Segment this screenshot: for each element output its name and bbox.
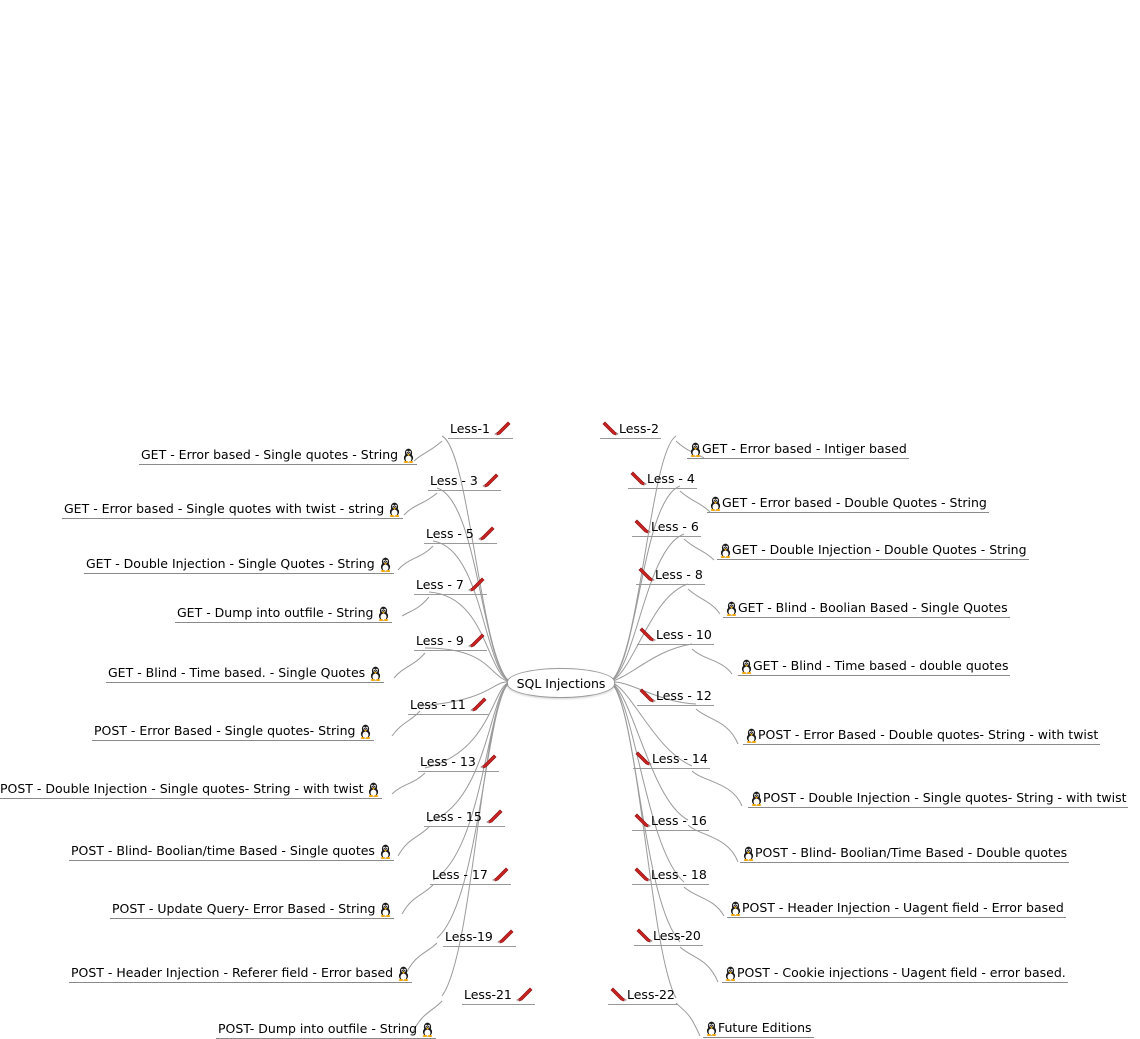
leaf-node-less-14[interactable] [748,789,1128,808]
tux-icon [377,605,390,621]
root-node[interactable] [507,668,615,698]
tux-icon [724,965,737,981]
leaf-label: Future Editions [718,1019,812,1035]
pen-icon [494,421,511,436]
branch-label: Less - 8 [655,566,703,582]
leaf-node-less-11[interactable] [92,722,374,741]
leaf-node-less-21[interactable] [216,1020,436,1039]
branch-label: Less-21 [464,986,512,1002]
tux-icon [369,665,382,681]
leaf-label: POST - Double Injection - Single quotes- String - with twist [763,789,1127,805]
leaf-node-less-22[interactable] [703,1019,814,1038]
leaf-label: GET - Error based - Intiger based [702,440,907,456]
branch-node-less-22[interactable] [608,986,677,1005]
branch-node-less-3[interactable] [428,472,501,491]
branch-node-less-9[interactable] [414,632,487,651]
branch-node-less-21[interactable] [462,986,535,1005]
leaf-node-less-3[interactable] [62,500,403,519]
leaf-node-less-9[interactable] [106,664,384,683]
branch-label: Less - 16 [651,812,707,828]
branch-label: Less - 5 [426,525,474,541]
leaf-node-less-5[interactable] [84,555,394,574]
tux-icon [750,790,763,806]
leaf-label: POST - Cookie injections - Uagent field - error based. [737,964,1066,980]
branch-label: Less-1 [450,420,490,436]
leaf-node-less-7[interactable] [175,604,392,623]
branch-node-less-13[interactable] [418,753,499,772]
leaf-label: GET - Error based - Single quotes - String [141,446,399,462]
pen-icon [610,987,627,1002]
pen-icon [516,987,533,1002]
leaf-node-less-4[interactable] [707,494,989,513]
leaf-node-less-12[interactable] [743,726,1100,745]
pen-icon [478,526,495,541]
pen-icon [638,567,655,582]
tux-icon [742,845,755,861]
branch-label: Less-2 [619,420,659,436]
leaf-label: GET - Error based - Single quotes with twist - string [64,500,385,516]
pen-icon [639,627,656,642]
branch-node-less-7[interactable] [414,576,487,595]
tux-icon [379,843,392,859]
leaf-node-less-17[interactable] [110,900,394,919]
leaf-label: POST - Double Injection - Single quotes- String - with twist [0,780,364,796]
pen-icon [639,688,656,703]
branch-label: Less - 9 [416,632,464,648]
branch-label: Less - 11 [410,696,466,712]
branch-node-less-18[interactable] [632,866,709,885]
tux-icon [421,1021,434,1037]
branch-node-less-14[interactable] [633,750,710,769]
pen-icon [630,471,647,486]
leaf-label: GET - Dump into outfile - String [177,604,374,620]
leaf-node-less-15[interactable] [69,842,394,861]
leaf-node-less-10[interactable] [738,657,1010,676]
branch-node-less-10[interactable] [637,626,714,645]
tux-icon [705,1020,718,1036]
pen-icon [636,928,653,943]
branch-label: Less-20 [653,927,701,943]
leaf-label: GET - Blind - Boolian Based - Single Quotes [738,599,1008,615]
branch-label: Less - 10 [656,626,712,642]
tux-icon [388,501,401,517]
leaf-node-less-20[interactable] [722,964,1068,983]
pen-icon [486,809,503,824]
leaf-node-less-8[interactable] [723,599,1010,618]
branch-label: Less - 15 [426,808,482,824]
leaf-label: GET - Double Injection - Single Quotes - String [86,555,375,571]
branch-node-less-6[interactable] [632,518,701,537]
pen-icon [480,754,497,769]
branch-node-less-8[interactable] [636,566,705,585]
pen-icon [468,633,485,648]
pen-icon [602,421,619,436]
leaf-label: GET - Blind - Time based - double quotes [753,657,1009,673]
branch-node-less-19[interactable] [443,928,516,947]
leaf-node-less-13[interactable] [0,780,382,799]
branch-node-less-5[interactable] [424,525,497,544]
tux-icon [397,965,410,981]
pen-icon [497,929,514,944]
leaf-label: POST - Blind- Boolian/time Based - Single quotes [71,842,375,858]
branch-node-less-16[interactable] [632,812,709,831]
branch-node-less-1[interactable] [448,420,513,439]
leaf-node-less-1[interactable] [139,446,414,465]
leaf-node-less-18[interactable] [727,899,1066,918]
leaf-label: POST - Error Based - Double quotes- String - with twist [758,726,1099,742]
tux-icon [725,600,738,616]
branch-label: Less - 6 [651,518,699,534]
tux-icon [689,441,702,457]
branch-label: Less - 13 [420,753,476,769]
tux-icon [745,727,758,743]
tux-icon [379,556,392,572]
branch-node-less-12[interactable] [637,687,714,706]
tux-icon [359,723,372,739]
tux-icon [402,447,415,463]
pen-icon [470,697,487,712]
branch-node-less-2[interactable] [600,420,661,439]
leaf-label: GET - Blind - Time based. - Single Quotes [108,664,366,680]
leaf-node-less-19[interactable] [69,964,412,983]
pen-icon [492,867,509,882]
tux-icon [379,901,392,917]
leaf-label: POST - Update Query- Error Based - String [112,900,376,916]
leaf-label: GET - Double Injection - Double Quotes - String [732,541,1027,557]
pen-icon [634,867,651,882]
branch-label: Less-22 [627,986,675,1002]
branch-label: Less - 12 [656,687,712,703]
leaf-node-less-6[interactable] [717,541,1029,560]
leaf-label: POST - Blind- Boolian/Time Based - Double quotes [755,844,1068,860]
branch-node-less-11[interactable] [408,696,489,715]
branch-node-less-15[interactable] [424,808,505,827]
branch-label: Less - 18 [651,866,707,882]
tux-icon [740,658,753,674]
tux-icon [709,495,722,511]
branch-label: Less - 3 [430,472,478,488]
branch-node-less-20[interactable] [634,927,703,946]
branch-label: Less - 17 [432,866,488,882]
tux-icon [367,781,380,797]
tux-icon [729,900,742,916]
root-label: SQL Injections [516,675,606,691]
branch-label: Less - 7 [416,576,464,592]
pen-icon [634,813,651,828]
leaf-node-less-16[interactable] [740,844,1069,863]
pen-icon [468,577,485,592]
tux-icon [719,542,732,558]
branch-label: Less - 4 [647,470,695,486]
pen-icon [482,473,499,488]
leaf-node-less-2[interactable] [687,440,909,459]
leaf-label: POST- Dump into outfile - String [218,1020,418,1036]
leaf-label: POST - Error Based - Single quotes- String [94,722,356,738]
branch-node-less-17[interactable] [430,866,511,885]
branch-label: Less - 14 [652,750,708,766]
pen-icon [634,519,651,534]
leaf-label: GET - Error based - Double Quotes - String [722,494,987,510]
leaf-label: POST - Header Injection - Uagent field - Error based [742,899,1064,915]
leaf-label: POST - Header Injection - Referer field - Error based [71,964,394,980]
branch-label: Less-19 [445,928,493,944]
branch-node-less-4[interactable] [628,470,697,489]
pen-icon [635,751,652,766]
